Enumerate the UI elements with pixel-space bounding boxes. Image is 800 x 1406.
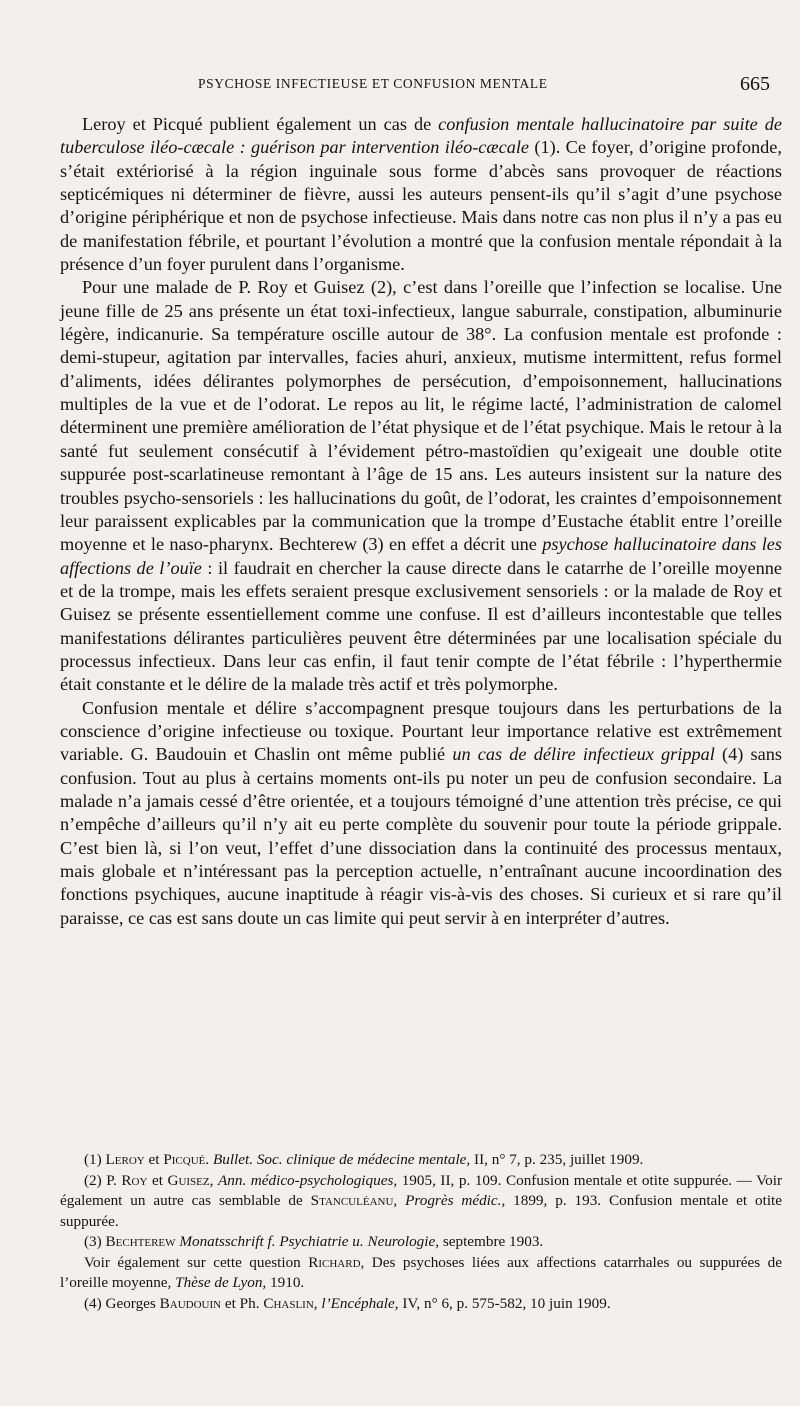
footnote-4: [60, 1294, 782, 1315]
footnote-2-text-3: ,: [393, 1192, 406, 1209]
paragraph-1: [60, 113, 782, 276]
paragraph-1-text: Leroy et Picqué publient également un cas de: [82, 114, 439, 134]
paragraph-1-italic-title: confusion mentale hallucinatoire par suite de tuberculose iléo-cæcale : guérison par intervention iléo-cæcale: [60, 114, 782, 158]
paragraph-2-text-end: : il faudrait en chercher la cause directe dans le catarrhe de l’oreille moyenne et de la trompe, mais les effets seraient presque exclusivement sensoriels : or la malade de Roy et Guisez se présente essentiellement comme une confuse. Il est d’ailleurs incontestable que telles manifestations délirantes particulières peuvent être déterminées par une localisation spéciale du processus infectieux. Dans leur cas enfin, il faut tenir compte de l’état fébrile : l’hyperthermie était constante et le délire de la malade très actif et très polymorphe.: [60, 557, 783, 695]
page-number: 665: [740, 73, 770, 95]
footnote-3b-ref: 1910.: [266, 1274, 305, 1291]
footnote-3-continued: [60, 1253, 782, 1294]
body-text: [60, 113, 782, 930]
paragraph-2: [60, 276, 782, 696]
paragraph-3-text-end: (4) sans confusion. Tout au plus à certains moments ont-ils pu noter un peu de confusion secondaire. La malade n’a jamais cessé d’être orientée, et a toujours témoigné d’une attention très précise, ce qui n’empêche d’ailleurs qu’il n’y ait eu perte complète du souvenir pour toute la période grippale. C’est bien là, si l’on veut, l’effet d’une dissociation dans la continuité des processus mentaux, mais globale et n’intéressant pas la perception actuelle, n’entraînant aucune incoordination des fonctions psychiques, aucune inaptitude à réagir vis-à-vis des choses. Si curieux et si rare qu’il paraisse, ce cas est sans doute un cas limite qui peut servir à en interpréter d’autres.: [60, 744, 782, 928]
footnote-1: [60, 1150, 782, 1171]
footnote-2-marker: (2) P.: [84, 1171, 122, 1189]
footnote-1-text: et: [144, 1151, 164, 1168]
footnote-3-marker: (3): [84, 1233, 106, 1250]
footnote-1-author: Leroy: [105, 1151, 145, 1168]
footnote-1-marker: (1): [84, 1151, 106, 1168]
footnote-2-journal: Ann. médico-psychologiques,: [217, 1171, 398, 1189]
paragraph-2-italic-title: psychose hallucinatoire dans les affections de l’ouïe: [60, 534, 782, 578]
footnote-3b-author: Richard: [308, 1253, 361, 1271]
footnote-3b-text-2: , Des psychoses liées aux affections catarrhales ou suppurées de l’oreille moyenne,: [60, 1253, 782, 1291]
footnote-2: [60, 1171, 782, 1233]
footnote-4-text-2: ,: [313, 1294, 322, 1312]
footnote-2-text: et: [147, 1171, 168, 1189]
footnote-4-ref: IV, n° 6, p. 575-582, 10 juin 1909.: [398, 1294, 611, 1312]
footnote-3b-text: Voir également sur cette question: [84, 1253, 309, 1271]
footnote-3-author: Bechterew: [105, 1233, 176, 1250]
running-head: [0, 73, 800, 98]
footnote-3-ref: septembre 1903.: [439, 1233, 544, 1250]
footnote-2-author-3: Stanculéanu: [310, 1192, 394, 1209]
footnote-4-author-2: Chaslin: [263, 1294, 314, 1312]
footnote-4-journal: l’Encéphale,: [321, 1294, 399, 1312]
footnote-1-ref: II, n° 7, p. 235, juillet 1909.: [470, 1151, 644, 1168]
footnote-1-author-2: Picqué: [163, 1151, 206, 1168]
footnote-2-author-2: Guisez: [167, 1171, 210, 1189]
paragraph-3: [60, 697, 782, 930]
footnote-4-text: et Ph.: [221, 1294, 264, 1312]
paragraph-1-text-end: (1). Ce foyer, d’origine profonde, s’était extériorisé à la région inguinale sous forme d’abcès sans provoquer de réactions septicémiques ni déterminer de fièvre, aussi les auteurs pensent-ils qu’il s’agit d’une psychose d’origine périphérique et non de psychose infectieuse. Mais dans notre cas non plus il n’y a pas eu de manifestation fébrile, et pourtant l’évolution a montré que la confusion mentale répondait à la présence d’un foyer purulent dans l’organisme.: [60, 137, 782, 275]
paragraph-2-text: Pour une malade de P. Roy et Guisez (2), c’est dans l’oreille que l’infection se localise. Une jeune fille de 25 ans présente un état toxi-infectieux, langue saburrale, constipation, albuminurie légère, indicanurie. Sa température oscille autour de 38°. La confusion mentale est profonde : demi-stupeur, agitation par intervalles, facies ahuri, anxieux, mutisme intermittent, refus formel d’aliments, idées délirantes polymorphes de persécution, d’empoisonnement, hallucinations multiples de la vue et de l’odorat. Le repos au lit, le régime lacté, l’administration de calomel déterminent une première amélioration de l’état physique et de l’état psychique. Mais le retour à la santé fut seulement consécutif à l’évidement pétro-mastoïdien qu’exigeait une double otite suppurée post-scarlatineuse remontant à l’âge de 15 ans. Les auteurs insistent sur la nature des troubles psycho-sensoriels : les hallucinations du goût, de l’odorat, les craintes d’empoisonnement leur paraissent explicables par la communication que la trompe d’Eustache établit entre l’oreille moyenne et le naso-pharynx. Bechterew (3) en effet a décrit une: [60, 277, 782, 555]
paragraph-3-italic-title: un cas de délire infectieux grippal: [452, 744, 715, 765]
footnote-3: [60, 1232, 782, 1253]
footnote-3-journal: Monatsschrift f. Psychiatrie u. Neurologie,: [179, 1233, 440, 1250]
footnote-2-journal-2: Progrès médic.,: [405, 1192, 506, 1209]
running-title: PSYCHOSE INFECTIEUSE ET CONFUSION MENTALE: [198, 76, 548, 91]
footnote-2-ref: 1905, II, p. 109. Confusion mentale et otite suppurée. — Voir également un autre cas semblable de: [60, 1171, 782, 1209]
footnote-1-text-2: .: [205, 1151, 213, 1168]
footnote-4-marker: (4) Georges: [84, 1294, 160, 1312]
footnotes: [60, 1150, 782, 1314]
footnote-4-author: Baudouin: [159, 1294, 222, 1312]
paragraph-3-text: Confusion mentale et délire s’accompagnent presque toujours dans les perturbations de la conscience d’origine infectieuse ou toxique. Pourtant leur importance relative est extrêmement variable. G. Baudouin et Chaslin ont même publié: [60, 697, 782, 765]
footnote-2-text-2: ,: [209, 1171, 218, 1189]
footnote-3b-thesis: Thèse de Lyon,: [175, 1274, 267, 1291]
footnote-2-ref-2: 1899, p. 193. Confusion mentale et otite suppurée.: [60, 1192, 783, 1230]
footnote-1-journal: Bullet. Soc. clinique de médecine mentale,: [212, 1151, 471, 1168]
footnote-2-author: Roy: [121, 1171, 148, 1189]
